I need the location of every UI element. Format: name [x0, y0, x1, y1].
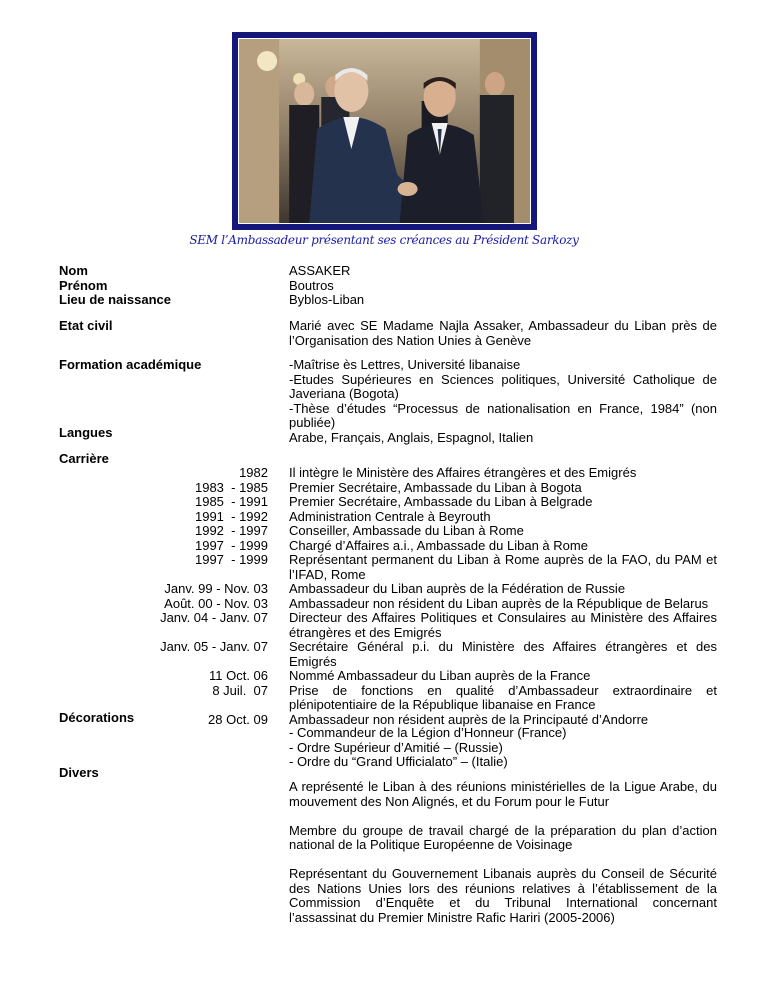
decoration-item: - Ordre Supérieur d’Amitié – (Russie): [289, 739, 503, 755]
carriere-entry: Conseiller, Ambassade du Liban à Rome: [289, 523, 524, 538]
divers-paragraph: A représenté le Liban à des réunions ministérielles de la Ligue Arabe, du mouvement des Non Alignés, et du Forum pour le Futur: [289, 779, 717, 809]
carriere-date: Janv. 04 - Janv. 07: [160, 610, 268, 625]
carriere-date: 1985 - 1991: [194, 494, 268, 509]
formation-list: [289, 358, 717, 445]
carriere-entry: Ambassadeur du Liban auprès de la Fédération de Russie: [289, 581, 626, 596]
divers-paragraph: Membre du groupe de travail chargé de la préparation du plan d’action national de la Politique Européenne de Voisinage: [289, 822, 717, 852]
carriere-date: 11 Oct. 06: [208, 668, 268, 683]
carriere-date: Janv. 05 - Janv. 07: [160, 639, 268, 654]
carriere-date: Janv. 99 - Nov. 03: [164, 581, 268, 596]
carriere-entry: Représentant permanent du Liban à Rome auprès de la FAO, du PAM et l’IFAD, Rome: [289, 552, 717, 582]
decorations-list: [289, 726, 717, 770]
carriere-date: [120, 568, 268, 583]
carriere-entry: Directeur des Affaires Politiques et Consulaires au Ministère des Affaires étrangères et des Emigrés: [289, 610, 717, 640]
carriere-entry: Premier Secrétaire, Ambassade du Liban à Bogota: [289, 479, 582, 495]
prenom-label: Prénom: [59, 277, 108, 293]
decorations-label: Décorations: [59, 710, 135, 725]
carriere-date: 1997 - 1999: [194, 537, 268, 553]
carriere-date: 1983 - 1985: [194, 479, 268, 495]
prenom-value: Boutros: [289, 277, 334, 293]
photo-caption: SEM l’Ambassadeur présentant ses créances au Président Sarkozy: [189, 233, 579, 247]
formation-item: -Thèse d’études “Processus de nationalisation en France, 1984” (non publiée): [289, 400, 717, 430]
carriere-entry: Il intègre le Ministère des Affaires étrangères et des Emigrés: [289, 465, 637, 480]
carriere-date: 1997 - 1999: [194, 552, 268, 567]
carriere-entry: Chargé d’Affaires a.i., Ambassade du Liban à Rome: [289, 537, 588, 553]
carriere-entries: [289, 466, 717, 727]
photo-frame: [232, 32, 537, 230]
carriere-entry: Prise de fonctions en qualité d’Ambassadeur extraordinaire et plénipotentiaire de la République libanaise en France: [289, 682, 717, 712]
carriere-date: Août. 00 - Nov. 03: [164, 595, 268, 611]
carriere-date: [120, 655, 268, 670]
carriere-entry: Administration Centrale à Beyrouth: [289, 508, 491, 524]
divers-label: Divers: [59, 765, 99, 780]
formation-label: Formation académique: [59, 357, 202, 372]
divers-paragraph: Représentant du Gouvernement Libanais auprès du Conseil de Sécurité des Nations Unies lors des réunions relatives à l’établissement de la Commission d’Enquête et du Tribunal International concernant l’assassinat du Premier Ministre Rafic Hariri (2005-2006): [289, 866, 717, 925]
divers-paragraphs: [289, 780, 717, 925]
lieu-value: Byblos-Liban: [289, 292, 365, 307]
carriere-date: [120, 698, 268, 713]
etat-civil-label: Etat civil: [59, 318, 113, 333]
carriere-entry: Ambassadeur non résident auprès de la Principauté d’Andorre: [289, 711, 649, 727]
langues-value: Arabe, Français, Anglais, Espagnol, Italien: [289, 429, 534, 445]
carriere-entry: Ambassadeur non résident du Liban auprès de la République de Belarus: [289, 595, 709, 611]
nom-label: Nom: [59, 263, 88, 278]
carriere-entry: Premier Secrétaire, Ambassade du Liban à Belgrade: [289, 494, 593, 509]
nom-value: ASSAKER: [289, 263, 351, 278]
decoration-item: - Ordre du “Grand Ufficialato” – (Italie): [289, 754, 508, 769]
etat-civil-value: Marié avec SE Madame Najla Assaker, Ambassadeur du Liban près de l’Organisation des Nation Unies à Genève: [289, 318, 717, 348]
carriere-date: 8 Juil. 07: [212, 682, 268, 698]
carriere-label: Carrière: [59, 451, 109, 466]
carriere-dates: [120, 466, 268, 727]
decoration-item: - Commandeur de la Légion d’Honneur (France): [289, 725, 567, 740]
formation-item: -Etudes Supérieures en Sciences politiques, Université Catholique de Javeriana (Bogota): [289, 371, 717, 401]
carriere-date: 1982: [239, 465, 268, 480]
carriere-date: 1992 - 1997: [194, 523, 268, 538]
handshake-photo-icon: [238, 38, 531, 224]
langues-label: Langues: [59, 425, 113, 440]
carriere-date: 1991 - 1992: [194, 508, 268, 524]
carriere-entry: Secrétaire Général p.i. du Ministère des Affaires étrangères et des Emigrés: [289, 639, 717, 669]
carriere-date: [120, 626, 268, 641]
carriere-date: 28 Oct. 09: [208, 711, 268, 727]
lieu-label: Lieu de naissance: [59, 292, 171, 307]
formation-item: -Maîtrise ès Lettres, Université libanaise: [289, 357, 521, 372]
carriere-entry: Nommé Ambassadeur du Liban auprès de la France: [289, 668, 591, 683]
